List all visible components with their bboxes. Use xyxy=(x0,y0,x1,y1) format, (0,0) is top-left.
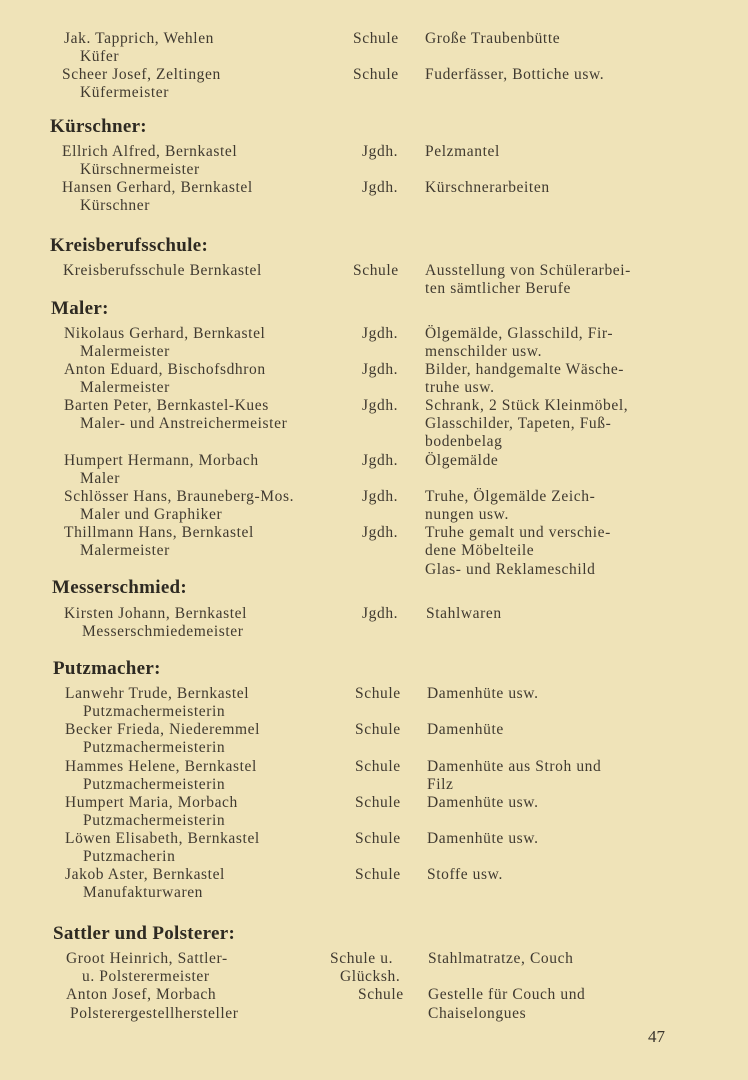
entry-occupation: Polsterergestellhersteller xyxy=(70,1005,239,1022)
entry-name: Lanwehr Trude, Bernkastel xyxy=(65,685,250,702)
entry-category: Glücksh. xyxy=(340,968,401,985)
entry-item: Ölgemälde, Glasschild, Fir- xyxy=(425,325,614,342)
entry-category: Schule xyxy=(353,66,399,83)
entry-name: Becker Frieda, Niederemmel xyxy=(65,721,261,738)
entry-occupation: Küfer xyxy=(80,48,120,65)
section-heading: Putzmacher: xyxy=(53,658,161,679)
entry-category: Schule xyxy=(355,758,401,775)
entry-item: Stoffe usw. xyxy=(427,866,503,883)
entry-name: Ellrich Alfred, Bernkastel xyxy=(62,143,238,160)
entry-name: Thillmann Hans, Bernkastel xyxy=(64,524,254,541)
entry-item: Damenhüte xyxy=(427,721,504,738)
entry-item: dene Möbelteile xyxy=(425,542,535,559)
entry-item: Stahlwaren xyxy=(426,605,502,622)
entry-occupation: Maler und Graphiker xyxy=(80,506,223,523)
entry-name: Löwen Elisabeth, Bernkastel xyxy=(65,830,260,847)
entry-name: Humpert Maria, Morbach xyxy=(65,794,238,811)
entry-occupation: Messerschmiedemeister xyxy=(82,623,244,640)
entry-category: Schule xyxy=(353,30,399,47)
entry-occupation: Kürschnermeister xyxy=(80,161,200,178)
entry-category: Schule xyxy=(358,986,404,1003)
entry-occupation: Putzmachermeisterin xyxy=(83,739,226,756)
entry-item: Damenhüte usw. xyxy=(427,830,539,847)
entry-occupation: Putzmachermeisterin xyxy=(83,703,226,720)
entry-occupation: Putzmachermeisterin xyxy=(83,812,226,829)
entry-item: Damenhüte aus Stroh und xyxy=(427,758,602,775)
entry-occupation: Putzmachermeisterin xyxy=(83,776,226,793)
entry-item: menschilder usw. xyxy=(425,343,543,360)
entry-item: Fuderfässer, Bottiche usw. xyxy=(425,66,605,83)
entry-item: Gestelle für Couch und xyxy=(428,986,586,1003)
entry-name: Kirsten Johann, Bernkastel xyxy=(64,605,248,622)
entry-occupation: Malermeister xyxy=(80,379,170,396)
entry-item: Bilder, handgemalte Wäsche- xyxy=(425,361,625,378)
entry-name: Humpert Hermann, Morbach xyxy=(64,452,259,469)
entry-category: Jgdh. xyxy=(362,179,399,196)
section-heading: Sattler und Polsterer: xyxy=(53,923,236,944)
entry-occupation: Malermeister xyxy=(80,542,170,559)
entry-item: Chaiselongues xyxy=(428,1005,527,1022)
entry-item: Ausstellung von Schülerarbei- xyxy=(425,262,631,279)
page-number: 47 xyxy=(648,1027,665,1046)
entry-name: Hansen Gerhard, Bernkastel xyxy=(62,179,253,196)
entry-name: Anton Eduard, Bischofsdhron xyxy=(64,361,266,378)
entry-name: Nikolaus Gerhard, Bernkastel xyxy=(64,325,266,342)
entry-item: Filz xyxy=(427,776,454,793)
entry-category: Jgdh. xyxy=(362,488,399,505)
section-heading: Maler: xyxy=(51,298,109,319)
entry-category: Schule xyxy=(355,866,401,883)
section-heading: Kreisberufsschule: xyxy=(50,235,209,256)
entry-category: Schule xyxy=(355,721,401,738)
entry-occupation: Malermeister xyxy=(80,343,170,360)
entry-item: Kürschnerarbeiten xyxy=(425,179,550,196)
entry-item: Große Traubenbütte xyxy=(425,30,561,47)
entry-occupation: Putzmacherin xyxy=(83,848,176,865)
entry-item: nungen usw. xyxy=(425,506,509,523)
entry-name: Anton Josef, Morbach xyxy=(66,986,217,1003)
entry-occupation: Küfermeister xyxy=(80,84,169,101)
entry-name: Hammes Helene, Bernkastel xyxy=(65,758,257,775)
entry-name: Kreisberufsschule Bernkastel xyxy=(63,262,262,279)
section-heading: Messerschmied: xyxy=(52,577,188,598)
entry-item: Damenhüte usw. xyxy=(427,685,539,702)
entry-occupation: Manufakturwaren xyxy=(83,884,204,901)
entry-item: Truhe, Ölgemälde Zeich- xyxy=(425,488,596,505)
entry-name: Jak. Tapprich, Wehlen xyxy=(64,30,215,47)
entry-item: Pelzmantel xyxy=(425,143,500,160)
entry-item: Damenhüte usw. xyxy=(427,794,539,811)
entry-category: Schule u. xyxy=(330,950,394,967)
entry-item: Schrank, 2 Stück Kleinmöbel, xyxy=(425,397,629,414)
entry-category: Jgdh. xyxy=(362,524,399,541)
entry-category: Schule xyxy=(353,262,399,279)
entry-category: Jgdh. xyxy=(362,452,399,469)
section-heading: Kürschner: xyxy=(50,116,147,137)
entry-occupation: Maler xyxy=(80,470,121,487)
entry-name: Groot Heinrich, Sattler- xyxy=(66,950,228,967)
entry-category: Jgdh. xyxy=(362,325,399,342)
entry-category: Jgdh. xyxy=(362,605,399,622)
entry-category: Schule xyxy=(355,830,401,847)
entry-occupation: Maler- und Anstreichermeister xyxy=(80,415,288,432)
entry-name: Schlösser Hans, Brauneberg-Mos. xyxy=(64,488,295,505)
entry-item: Stahlmatratze, Couch xyxy=(428,950,574,967)
entry-category: Jgdh. xyxy=(362,143,399,160)
entry-name: Scheer Josef, Zeltingen xyxy=(62,66,221,83)
entry-item: bodenbelag xyxy=(425,433,503,450)
entry-category: Jgdh. xyxy=(362,397,399,414)
entry-item: Truhe gemalt und verschie- xyxy=(425,524,611,541)
entry-item: truhe usw. xyxy=(425,379,495,396)
entry-occupation: u. Polsterermeister xyxy=(82,968,210,985)
entry-category: Schule xyxy=(355,794,401,811)
entry-occupation: Kürschner xyxy=(80,197,150,214)
entry-item: Ölgemälde xyxy=(425,452,499,469)
entry-category: Jgdh. xyxy=(362,361,399,378)
entry-item: Glas- und Reklameschild xyxy=(425,561,596,578)
entry-item: Glasschilder, Tapeten, Fuß- xyxy=(425,415,612,432)
entry-name: Jakob Aster, Bernkastel xyxy=(65,866,225,883)
entry-name: Barten Peter, Bernkastel-Kues xyxy=(64,397,269,414)
entry-item: ten sämtlicher Berufe xyxy=(425,280,572,297)
entry-category: Schule xyxy=(355,685,401,702)
